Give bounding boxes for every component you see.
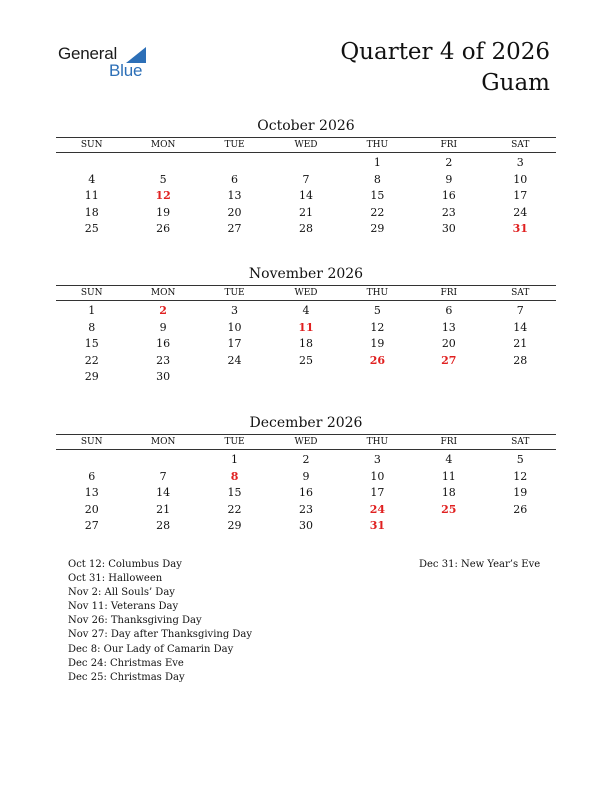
day-cell: 17 xyxy=(370,486,385,499)
day-cell: 2 xyxy=(302,453,310,466)
day-cell: 19 xyxy=(370,337,385,350)
holiday-entry: Oct 12: Columbus Day xyxy=(68,559,182,570)
week-row xyxy=(56,188,556,205)
logo-text-blue: Blue xyxy=(109,61,143,80)
day-cell: 3 xyxy=(231,304,239,317)
day-cell: 16 xyxy=(156,337,171,350)
day-cell: 27 xyxy=(84,519,99,532)
day-cell: 22 xyxy=(84,353,99,367)
day-cell: 12 xyxy=(370,320,385,334)
day-cell xyxy=(199,155,270,172)
day-cell xyxy=(199,369,270,386)
weekday-label: MON xyxy=(150,288,176,298)
day-cell: 15 xyxy=(370,189,385,202)
day-cell: 4 xyxy=(445,453,453,466)
day-cell: 22 xyxy=(227,502,242,516)
day-cell: 3 xyxy=(516,156,524,169)
page-title xyxy=(340,37,550,99)
holiday-day-cell: 24 xyxy=(369,502,386,516)
day-cell: 29 xyxy=(84,370,99,383)
day-cell: 20 xyxy=(84,502,99,516)
holiday-entry: Dec 25: Christmas Day xyxy=(68,671,185,683)
holiday-list-right xyxy=(419,558,540,572)
weekday-label: THU xyxy=(366,437,389,447)
day-cell: 15 xyxy=(84,337,99,350)
holiday-day-cell: 11 xyxy=(298,320,314,334)
day-cell: 19 xyxy=(513,486,528,499)
weekday-label: MON xyxy=(150,140,176,150)
day-cell xyxy=(56,452,127,469)
day-cell xyxy=(56,155,127,172)
holiday-entry: Nov 26: Thanksgiving Day xyxy=(68,615,202,627)
day-cell: 28 xyxy=(513,353,528,367)
day-cell: 10 xyxy=(513,172,528,186)
day-cell: 7 xyxy=(159,469,167,483)
day-cell: 18 xyxy=(441,486,456,499)
weekday-label: TUE xyxy=(224,140,245,150)
week-row xyxy=(56,369,556,386)
day-cell: 27 xyxy=(227,222,242,235)
day-cell: 10 xyxy=(370,469,385,483)
day-cell: 29 xyxy=(370,222,385,235)
weekday-label: MON xyxy=(150,437,176,447)
day-cell: 18 xyxy=(298,337,313,350)
day-cell xyxy=(270,369,341,386)
day-cell: 4 xyxy=(88,172,96,186)
weekday-label: WED xyxy=(294,140,318,150)
holiday-entry: Nov 27: Day after Thanksgiving Day xyxy=(68,629,253,641)
day-cell: 6 xyxy=(445,304,453,317)
weekday-header xyxy=(56,137,556,153)
weekday-label: THU xyxy=(366,140,389,150)
day-cell xyxy=(413,518,484,535)
day-cell: 20 xyxy=(227,205,242,219)
holiday-day-cell: 31 xyxy=(369,519,386,532)
day-cell: 23 xyxy=(441,205,456,219)
holiday-entry: Oct 31: Halloween xyxy=(68,573,163,585)
day-cell: 21 xyxy=(156,502,171,516)
day-cell: 30 xyxy=(298,519,313,532)
weekday-label: SUN xyxy=(80,288,103,298)
month-title: December 2026 xyxy=(249,415,363,431)
day-cell: 13 xyxy=(227,189,242,202)
holiday-day-cell: 31 xyxy=(512,222,528,235)
month-december xyxy=(56,413,556,535)
day-cell xyxy=(127,155,198,172)
day-cell: 30 xyxy=(441,222,456,235)
day-cell: 2 xyxy=(445,156,453,169)
holiday-list xyxy=(68,558,252,685)
day-cell: 16 xyxy=(441,189,456,202)
day-cell: 1 xyxy=(373,156,381,169)
day-cell xyxy=(485,369,556,386)
day-cell: 9 xyxy=(445,172,453,186)
weekday-label: SUN xyxy=(80,140,103,150)
week-row xyxy=(56,320,556,337)
day-cell: 16 xyxy=(298,486,313,499)
holiday-day-cell: 8 xyxy=(230,469,239,483)
week-row xyxy=(56,336,556,353)
holiday-entry: Dec 24: Christmas Eve xyxy=(68,657,184,669)
day-cell xyxy=(413,369,484,386)
day-cell: 14 xyxy=(156,486,171,499)
day-cell: 5 xyxy=(373,304,381,317)
day-cell xyxy=(342,369,413,386)
holiday-day-cell: 2 xyxy=(159,304,167,317)
day-cell: 9 xyxy=(159,320,167,334)
day-cell: 12 xyxy=(513,469,528,483)
title-region: Guam xyxy=(481,70,550,96)
day-cell: 23 xyxy=(298,502,313,516)
day-cell: 30 xyxy=(156,370,171,383)
day-cell: 11 xyxy=(84,189,99,202)
day-cell: 26 xyxy=(513,502,528,516)
holiday-day-cell: 25 xyxy=(441,502,457,516)
day-cell: 20 xyxy=(441,337,456,350)
day-cell: 24 xyxy=(513,205,528,219)
weekday-label: TUE xyxy=(224,437,245,447)
day-cell: 6 xyxy=(231,172,239,186)
day-cell: 17 xyxy=(227,337,242,350)
week-row xyxy=(56,353,556,370)
weekday-label: SUN xyxy=(80,437,103,447)
day-cell: 8 xyxy=(88,320,96,334)
holiday-entry: Nov 11: Veterans Day xyxy=(68,601,179,613)
day-cell: 14 xyxy=(298,189,313,202)
week-row xyxy=(56,172,556,189)
day-cell: 22 xyxy=(370,205,385,219)
weekday-label: SAT xyxy=(511,437,530,447)
day-cell: 15 xyxy=(227,486,242,499)
holiday-entry: Dec 8: Our Lady of Camarin Day xyxy=(68,643,234,655)
logo-text-general: General xyxy=(58,44,118,63)
day-cell: 23 xyxy=(156,353,171,367)
day-cell: 7 xyxy=(516,304,524,317)
weekday-label: FRI xyxy=(440,140,458,150)
day-cell: 3 xyxy=(373,453,381,466)
weekday-label: FRI xyxy=(440,288,458,298)
week-row xyxy=(56,452,556,469)
weekday-label: SAT xyxy=(511,140,530,150)
weekday-header xyxy=(56,434,556,450)
weekday-header xyxy=(56,285,556,301)
day-cell: 21 xyxy=(513,337,528,350)
day-cell: 18 xyxy=(84,205,99,219)
week-row xyxy=(56,155,556,172)
day-cell: 9 xyxy=(302,469,310,483)
day-cell: 10 xyxy=(227,320,242,334)
day-cell: 6 xyxy=(88,469,96,483)
day-cell: 1 xyxy=(88,304,96,317)
day-cell: 29 xyxy=(227,519,242,532)
holiday-entry: Dec 31: New Year’s Eve xyxy=(419,559,541,570)
holiday-day-cell: 26 xyxy=(369,353,386,367)
month-title: November 2026 xyxy=(248,266,364,282)
holiday-entry: Nov 2: All Souls’ Day xyxy=(68,587,175,599)
weekday-label: WED xyxy=(294,437,318,447)
day-cell: 25 xyxy=(298,353,313,367)
week-row xyxy=(56,485,556,502)
weekday-label: WED xyxy=(294,288,318,298)
logo xyxy=(58,44,168,84)
day-cell: 24 xyxy=(227,353,242,367)
day-cell: 8 xyxy=(373,172,381,186)
day-cell: 14 xyxy=(513,320,528,334)
day-cell: 21 xyxy=(298,205,313,219)
day-cell: 5 xyxy=(516,453,524,466)
week-row xyxy=(56,205,556,222)
week-row xyxy=(56,221,556,238)
day-cell: 28 xyxy=(298,222,313,235)
day-cell: 7 xyxy=(302,172,310,186)
week-row xyxy=(56,469,556,486)
day-cell: 13 xyxy=(84,486,99,499)
day-cell: 5 xyxy=(159,172,167,186)
weekday-label: THU xyxy=(366,288,389,298)
holiday-day-cell: 12 xyxy=(155,189,171,202)
day-cell: 11 xyxy=(441,469,456,483)
day-cell: 19 xyxy=(156,205,171,219)
week-row xyxy=(56,303,556,320)
day-cell xyxy=(270,155,341,172)
day-cell: 17 xyxy=(513,189,528,202)
day-cell: 13 xyxy=(441,320,456,334)
holiday-day-cell: 27 xyxy=(441,353,457,367)
day-cell: 1 xyxy=(231,453,239,466)
day-cell xyxy=(485,518,556,535)
day-cell: 26 xyxy=(156,222,171,235)
month-title: October 2026 xyxy=(257,118,355,134)
title-quarter: Quarter 4 of 2026 xyxy=(340,39,550,65)
week-row xyxy=(56,502,556,519)
weekday-label: SAT xyxy=(511,288,530,298)
day-cell xyxy=(127,452,198,469)
day-cell: 25 xyxy=(84,222,99,235)
day-cell: 4 xyxy=(302,304,310,317)
week-row xyxy=(56,518,556,535)
month-november xyxy=(56,264,556,386)
weekday-label: TUE xyxy=(224,288,245,298)
weekday-label: FRI xyxy=(440,437,458,447)
day-cell: 28 xyxy=(156,519,171,532)
month-october xyxy=(56,116,556,238)
